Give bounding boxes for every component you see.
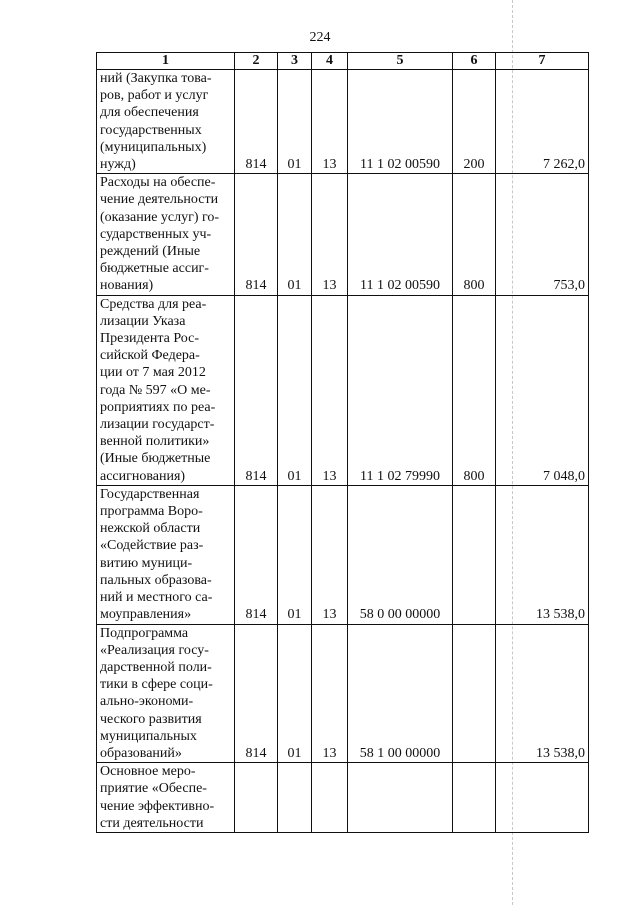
expense-name-line: тики в сфере соци- <box>100 677 213 693</box>
expense-name-line: венной политики» <box>100 434 210 450</box>
expense-name-line: ально-экономи- <box>100 694 194 710</box>
target-article-code-cell <box>348 763 453 833</box>
expense-name-line: приятие «Обеспе- <box>100 781 207 797</box>
table-body <box>97 70 589 833</box>
target-article-code-cell: 11 1 02 79990 <box>348 295 453 485</box>
target-article-code-cell: 58 0 00 00000 <box>348 485 453 624</box>
expense-name-line: нежской области <box>100 521 201 537</box>
page-number: 224 <box>309 30 331 45</box>
grbs-code-cell: 814 <box>235 485 278 624</box>
expense-name-line: Подпрограмма <box>100 625 189 641</box>
grbs-code-cell: 814 <box>235 174 278 295</box>
expense-name-line: чение деятельности <box>100 192 219 208</box>
subsection-code-cell <box>312 763 348 833</box>
expense-name-line: ний (Закупка това- <box>100 71 212 86</box>
expense-name-line: Основное меро- <box>100 764 196 780</box>
section-code-cell: 01 <box>278 70 312 174</box>
subsection-code-cell: 13 <box>312 174 348 295</box>
expense-name-line: Государственная <box>100 486 200 502</box>
section-code-cell: 01 <box>278 624 312 763</box>
grbs-code-cell: 814 <box>235 295 278 485</box>
expense-name-line: моуправления» <box>100 607 192 623</box>
amount-cell: 7 048,0 <box>496 295 589 485</box>
expense-name-line: государственных <box>100 122 202 138</box>
amount-cell: 753,0 <box>496 174 589 295</box>
column-header: 1 <box>97 53 235 70</box>
expense-name-line: (муниципальных) <box>100 139 207 155</box>
expense-type-code-cell <box>453 763 496 833</box>
expense-name-line: лизации государст- <box>100 417 215 433</box>
table-row <box>97 174 589 295</box>
section-code-cell <box>278 763 312 833</box>
expense-name-line: сийской Федера- <box>100 348 200 364</box>
budget-table <box>96 52 589 833</box>
expense-name-line: программа Воро- <box>100 504 203 520</box>
expense-name-line: (оказание услуг) го- <box>100 209 220 225</box>
table-row <box>97 624 589 763</box>
table-row <box>97 70 589 174</box>
expense-name-line: Расходы на обеспе- <box>100 175 216 191</box>
expense-name-line: лизации Указа <box>100 313 186 329</box>
amount-cell: 13 538,0 <box>496 624 589 763</box>
table-row <box>97 295 589 485</box>
expense-name-line: сударственных уч- <box>100 226 212 242</box>
expense-name-line: Президента Рос- <box>100 331 200 347</box>
section-code-cell: 01 <box>278 485 312 624</box>
expense-type-code-cell <box>453 624 496 763</box>
expense-name-line: ческого развития <box>100 711 202 727</box>
column-header: 3 <box>278 53 312 70</box>
amount-cell: 7 262,0 <box>496 70 589 174</box>
expense-name-line: нужд) <box>100 157 136 173</box>
expense-name-cell <box>97 70 235 174</box>
expense-type-code-cell: 800 <box>453 174 496 295</box>
subsection-code-cell: 13 <box>312 485 348 624</box>
section-code-cell: 01 <box>278 295 312 485</box>
expense-name-line: муниципальных <box>100 728 197 744</box>
expense-name-line: бюджетные ассиг- <box>100 261 209 277</box>
expense-name-line: ции от 7 мая 2012 <box>100 365 206 381</box>
amount-cell: 13 538,0 <box>496 485 589 624</box>
expense-name-line: образований» <box>100 745 182 761</box>
expense-name-cell <box>97 295 235 485</box>
column-header: 4 <box>312 53 348 70</box>
grbs-code-cell: 814 <box>235 70 278 174</box>
column-header: 2 <box>235 53 278 70</box>
target-article-code-cell: 11 1 02 00590 <box>348 70 453 174</box>
expense-type-code-cell: 200 <box>453 70 496 174</box>
expense-name-line: ассигнования) <box>100 468 186 484</box>
expense-name-line: нования) <box>100 278 154 294</box>
expense-name-line: витию муници- <box>100 555 193 571</box>
table-row <box>97 485 589 624</box>
section-code-cell: 01 <box>278 174 312 295</box>
expense-name-line: года № 597 «О ме- <box>100 382 211 398</box>
expense-name-line: ров, работ и услуг <box>100 88 209 104</box>
expense-name-line: (Иные бюджетные <box>100 451 211 467</box>
expense-name-line: «Содействие раз- <box>100 538 204 554</box>
column-header: 6 <box>453 53 496 70</box>
target-article-code-cell: 58 1 00 00000 <box>348 624 453 763</box>
expense-type-code-cell: 800 <box>453 295 496 485</box>
expense-name-line: сти деятельности <box>100 815 204 831</box>
subsection-code-cell: 13 <box>312 624 348 763</box>
grbs-code-cell: 814 <box>235 624 278 763</box>
expense-name-cell <box>97 624 235 763</box>
expense-name-cell <box>97 763 235 833</box>
table-row <box>97 763 589 833</box>
expense-name-cell <box>97 485 235 624</box>
column-header: 7 <box>496 53 589 70</box>
expense-name-line: чение эффективно- <box>100 798 215 814</box>
amount-cell <box>496 763 589 833</box>
expense-name-line: роприятиях по реа- <box>100 399 216 415</box>
subsection-code-cell: 13 <box>312 295 348 485</box>
expense-name-line: дарственной поли- <box>100 659 212 675</box>
expense-name-line: «Реализация госу- <box>100 642 209 658</box>
expense-name-line: для обеспечения <box>100 105 199 121</box>
header-row <box>97 53 589 70</box>
expense-name-line: Средства для реа- <box>100 296 207 312</box>
expense-name-cell <box>97 174 235 295</box>
expense-name-line: реждений (Иные <box>100 244 201 260</box>
subsection-code-cell: 13 <box>312 70 348 174</box>
grbs-code-cell <box>235 763 278 833</box>
target-article-code-cell: 11 1 02 00590 <box>348 174 453 295</box>
expense-name-line: пальных образова- <box>100 572 212 588</box>
expense-type-code-cell <box>453 485 496 624</box>
expense-name-line: ний и местного са- <box>100 590 213 606</box>
column-header: 5 <box>348 53 453 70</box>
